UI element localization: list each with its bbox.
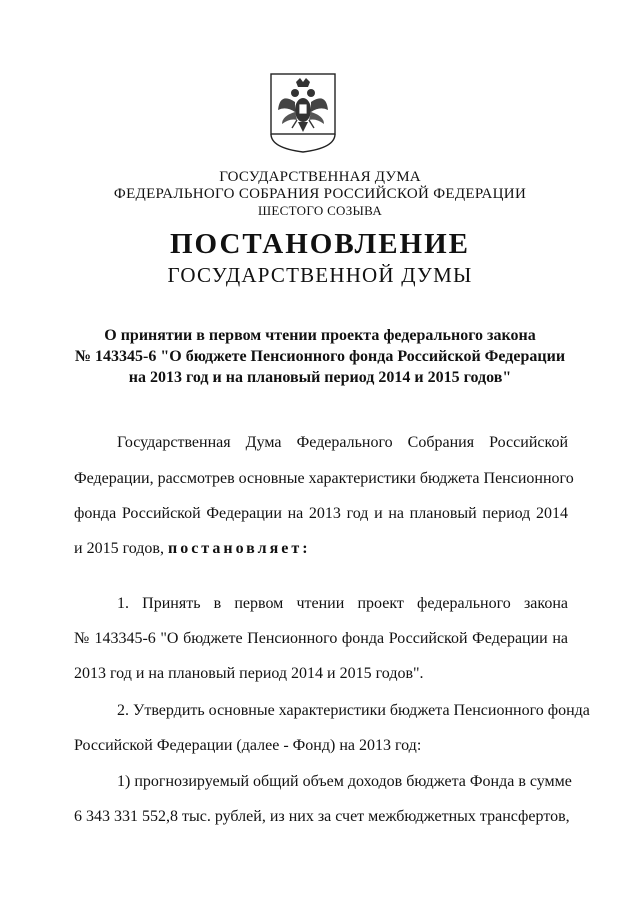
point2-item1-line1: 1) прогнозируемый общий объем доходов бюджета Фонда в сумме xyxy=(117,773,572,790)
document-issuer-title: ГОСУДАРСТВЕННОЙ ДУМЫ xyxy=(167,263,473,287)
intro-line3: фонда Российской Федерации на 2013 год и на плановый период 2014 xyxy=(74,505,568,522)
point2-line2: Российской Федерации (далее - Фонд) на 2013 год: xyxy=(74,737,422,754)
point2-item1-line2: 6 343 331 552,8 тыс. рублей, из них за счет межбюджетных трансфертов, xyxy=(74,808,570,825)
document-type-title: ПОСТАНОВЛЕНИЕ xyxy=(169,228,470,260)
point1-line1: 1. Принять в первом чтении проект федерального закона xyxy=(117,595,568,612)
subject-line1: О принятии в первом чтении проекта федерального закона xyxy=(104,327,536,344)
subject-line2: № 143345-6 "О бюджете Пенсионного фонда Российской Федерации xyxy=(74,348,566,365)
coat-of-arms-icon xyxy=(268,72,338,154)
intro-line2: Федерации, рассмотрев основные характеристики бюджета Пенсионного xyxy=(74,470,574,487)
decree-verb: постановляет: xyxy=(167,540,311,557)
convocation: ШЕСТОГО СОЗЫВА xyxy=(257,203,383,218)
point1-line3: 2013 год и на плановый период 2014 и 2015 годов". xyxy=(74,665,424,682)
intro-line4 xyxy=(74,540,311,558)
subject-line3: на 2013 год и на плановый период 2014 и 2015 годов" xyxy=(128,369,512,386)
intro-line4-text: и 2015 годов, xyxy=(74,540,164,557)
org-name-line2: ФЕДЕРАЛЬНОГО СОБРАНИЯ РОССИЙСКОЙ ФЕДЕРАЦИИ xyxy=(113,186,527,202)
point2-line1: 2. Утвердить основные характеристики бюджета Пенсионного фонда xyxy=(117,702,590,719)
intro-line1: Государственная Дума Федерального Собрания Российской xyxy=(117,434,568,451)
org-name-line1: ГОСУДАРСТВЕННАЯ ДУМА xyxy=(219,169,421,185)
point1-line2: № 143345-6 "О бюджете Пенсионного фонда Российской Федерации на xyxy=(74,630,568,647)
